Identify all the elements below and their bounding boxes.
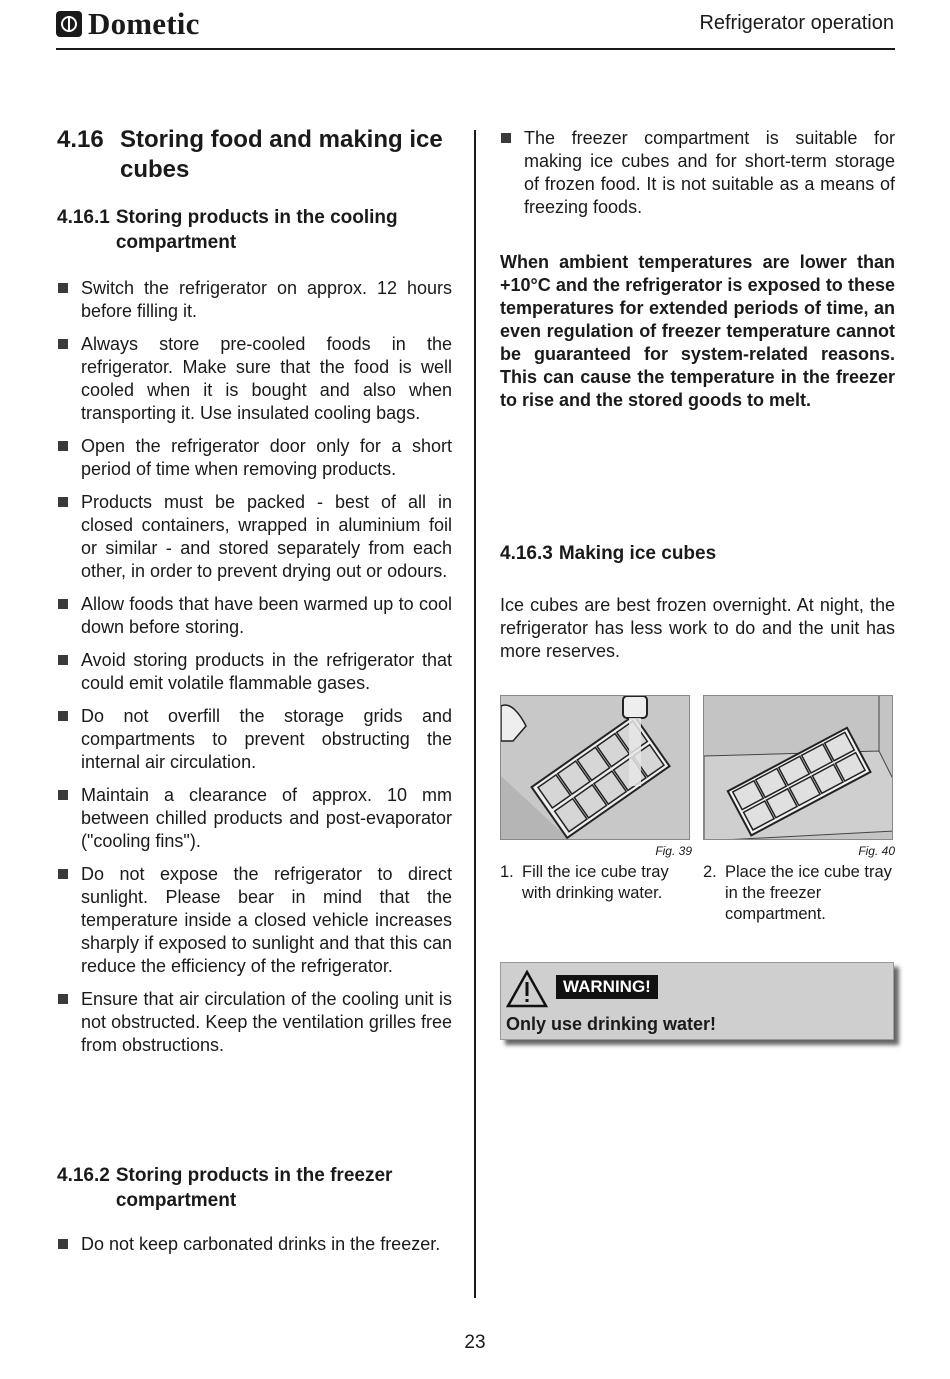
bullet-icon [58, 711, 68, 721]
bullet-icon [58, 655, 68, 665]
bullet-icon [58, 994, 68, 1004]
step-1 [500, 862, 690, 904]
step-number: 2. [703, 863, 717, 881]
header-divider [56, 48, 895, 50]
figure-40 [703, 695, 895, 925]
subsection-title: Storing products in the cooling compartment [115, 207, 398, 253]
subsection-number: 4.16.3 [500, 543, 553, 564]
bullet-icon [58, 339, 68, 349]
step-2 [703, 862, 893, 925]
list-item: Open the refrigerator door only for a short period of time when removing products. [57, 435, 452, 481]
section-heading [57, 125, 452, 185]
list-item: Maintain a clearance of approx. 10 mm between chilled products and post-evaporator ("cooling fins"). [57, 784, 452, 853]
dometic-logo-icon [56, 11, 82, 37]
list-item: Do not overfill the storage grids and compartments to prevent obstructing the internal air circulation. [57, 705, 452, 774]
figure-39 [500, 695, 692, 904]
subsection-title: Making ice cubes [558, 543, 717, 564]
list-item: Always store pre-cooled foods in the refrigerator. Make sure that the food is well cooled when it is bought and also when transporting it. Use insulated cooling bags. [57, 333, 452, 425]
warning-label: WARNING! [556, 975, 658, 999]
warning-text: Only use drinking water! [506, 1014, 717, 1034]
figure-label: Fig. 40 [858, 844, 895, 858]
subsection-heading-4-16-1 [57, 205, 452, 255]
temperature-note: When ambient temperatures are lower than +10°C and the refrigerator is exposed to these temperatures for extended periods of time, an even regulation of freezer temperature cannot be guaranteed for system-related reasons. This can cause the temperature in the freezer to rise and the stored goods to melt. [500, 252, 895, 410]
bullet-icon [58, 599, 68, 609]
freezer-list-continued [500, 127, 895, 219]
section-number: 4.16 [57, 126, 104, 153]
right-column [500, 127, 895, 412]
ice-cube-intro: Ice cubes are best frozen overnight. At night, the refrigerator has less work to do and the unit has more reserves. [500, 595, 895, 661]
freezer-section [57, 1163, 452, 1266]
subsection-heading-4-16-3 [500, 541, 895, 566]
step-text: Place the ice cube tray in the freezer compartment. [725, 863, 892, 923]
fill-tray-illustration [500, 695, 690, 840]
subsection-number: 4.16.1 [57, 207, 110, 228]
warning-box [500, 962, 894, 1040]
list-item: Avoid storing products in the refrigerator that could emit volatile flammable gases. [57, 649, 452, 695]
bullet-icon [58, 869, 68, 879]
list-item: Do not keep carbonated drinks in the freezer. [57, 1233, 452, 1256]
page-number: 23 [464, 1332, 486, 1353]
left-column [57, 125, 452, 1067]
bullet-icon [58, 283, 68, 293]
list-item: Ensure that air circulation of the cooling unit is not obstructed. Keep the ventilation grilles free from obstructions. [57, 988, 452, 1057]
bullet-icon [501, 133, 511, 143]
step-text: Fill the ice cube tray with drinking water. [522, 863, 669, 902]
bullet-icon [58, 790, 68, 800]
bullet-icon [58, 497, 68, 507]
subsection-number: 4.16.2 [57, 1165, 110, 1186]
subsection-title: Storing products in the freezer compartment [115, 1165, 393, 1211]
subsection-heading-4-16-2 [57, 1163, 452, 1213]
brand-logo [56, 6, 200, 42]
header-title: Refrigerator operation [699, 12, 894, 34]
freezer-list [57, 1233, 452, 1256]
bullet-icon [58, 441, 68, 451]
cooling-compartment-list [57, 277, 452, 1057]
warning-triangle-icon [505, 969, 549, 1009]
figure-label: Fig. 39 [655, 844, 692, 858]
list-item: Allow foods that have been warmed up to cool down before storing. [57, 593, 452, 639]
brand-name: Dometic [88, 6, 200, 41]
place-tray-illustration [703, 695, 893, 840]
list-item: Switch the refrigerator on approx. 12 hours before filling it. [57, 277, 452, 323]
list-item: The freezer compartment is suitable for making ice cubes and for short-term storage of frozen food. It is not suitable as a means of freezing foods. [500, 127, 895, 219]
ice-cube-section [500, 541, 895, 663]
step-number: 1. [500, 863, 514, 881]
bullet-icon [58, 1239, 68, 1249]
section-title: Storing food and making ice cubes [120, 126, 443, 183]
list-item: Do not expose the refrigerator to direct sunlight. Please bear in mind that the temperature inside a closed vehicle increases sharply if exposed to sunlight and that this can reduce the efficiency of the refrigerator. [57, 863, 452, 978]
list-item: Products must be packed - best of all in closed containers, wrapped in aluminium foil or similar - and stored separately from each other, in order to prevent drying out or odours. [57, 491, 452, 583]
column-divider [474, 130, 476, 1298]
